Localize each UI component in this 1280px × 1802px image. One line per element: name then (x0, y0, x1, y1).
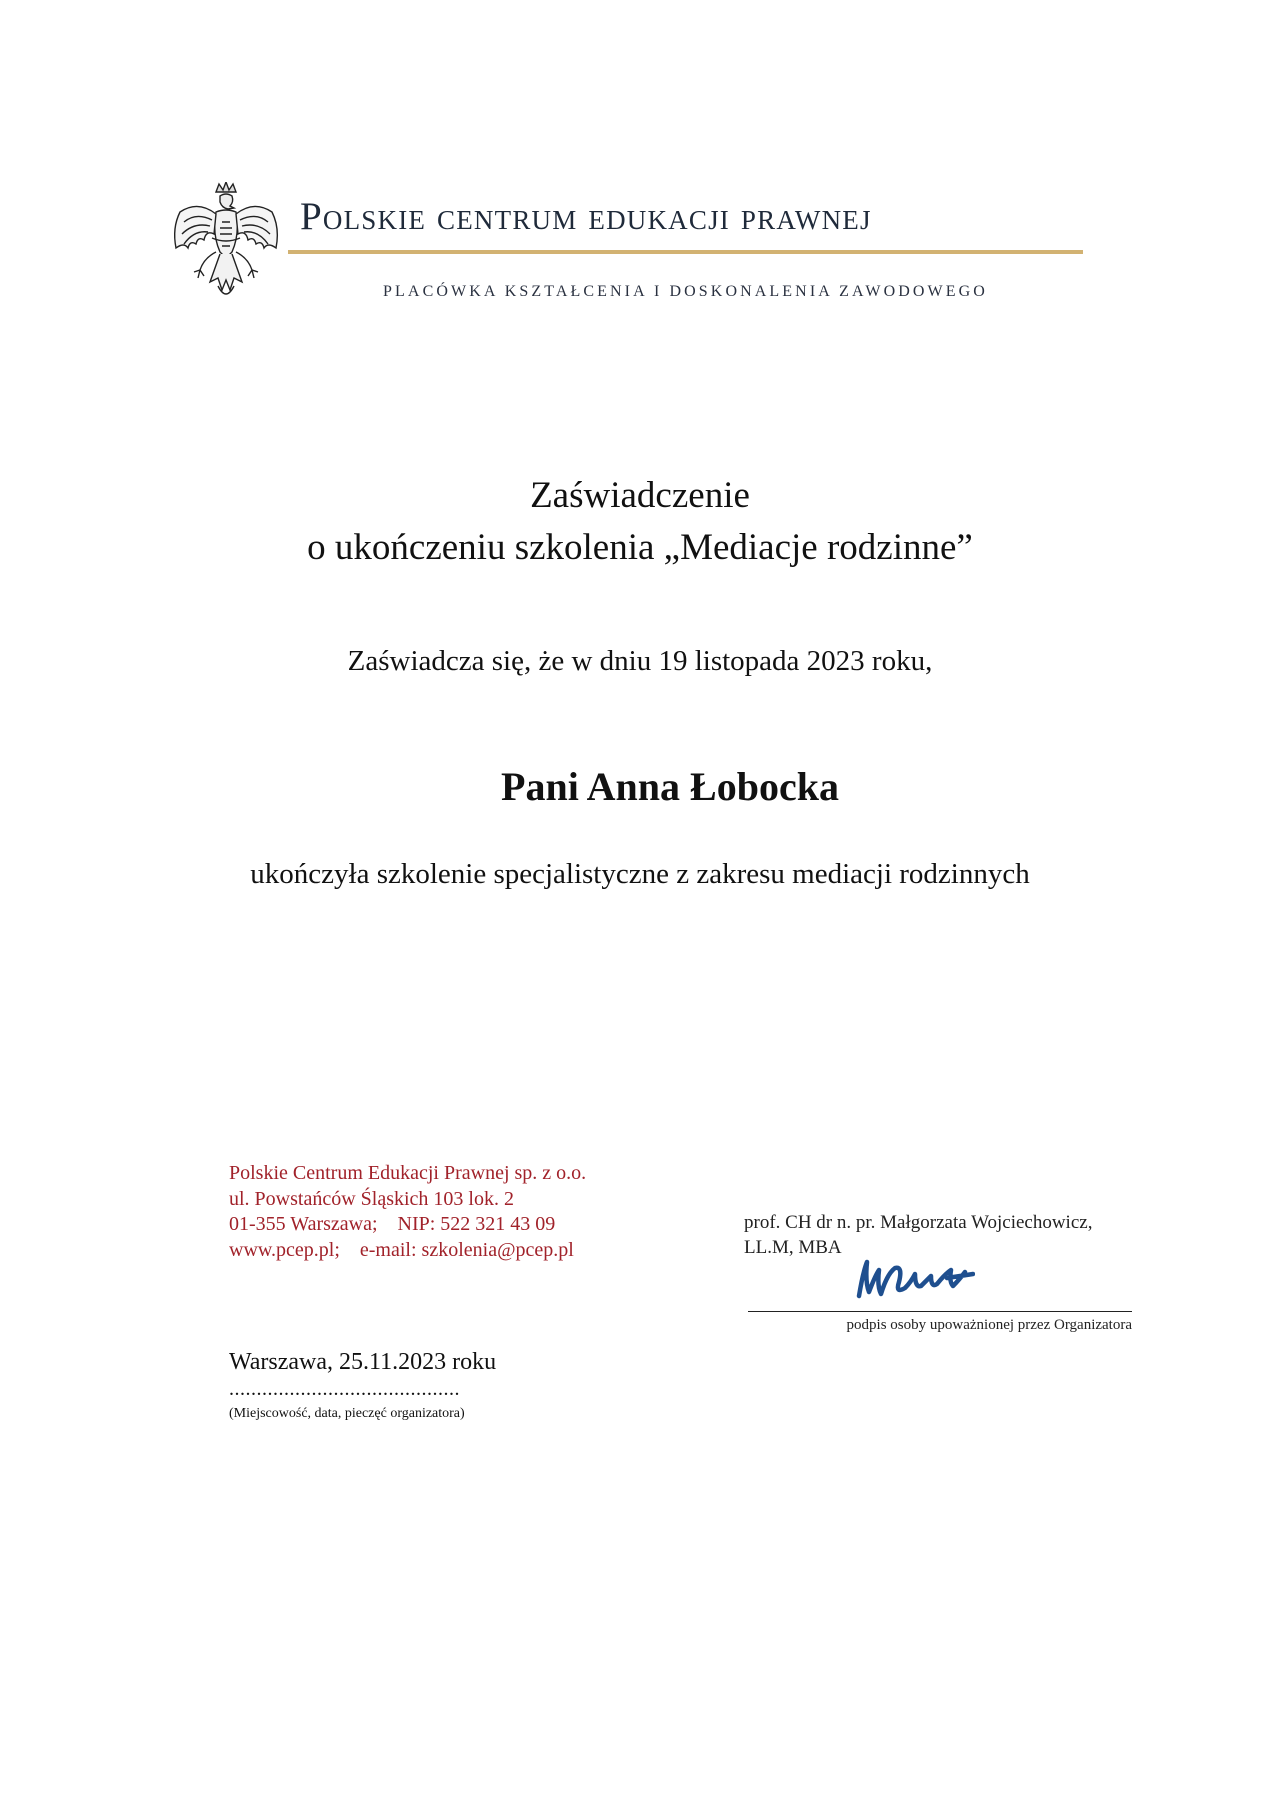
signature-line (748, 1311, 1132, 1312)
recipient-name: Pani Anna Łobocka (501, 764, 839, 809)
organizer-city-nip: 01-355 Warszawa; NIP: 522 321 43 09 (229, 1213, 556, 1235)
signer-titles: LL.M, MBA (744, 1237, 842, 1258)
place-date-caption: (Miejscowość, data, pieczęć organizatora) (229, 1406, 465, 1421)
header-divider (288, 250, 1083, 254)
signer-name: prof. CH dr n. pr. Małgorzata Wojciechowicz, (744, 1212, 1093, 1233)
organizer-address (229, 1161, 586, 1263)
completion-text: ukończyła szkolenie specjalistyczne z zakresu mediacji rodzinnych (250, 858, 1030, 890)
org-title: Polskie centrum edukacji prawnej (300, 195, 872, 238)
certificate-statement: Zaświadcza się, że w dniu 19 listopada 2023 roku, (347, 645, 933, 677)
handwritten-signature (855, 1252, 975, 1304)
organizer-street: ul. Powstańców Śląskich 103 lok. 2 (229, 1187, 514, 1210)
place-date-dotted-line: .......................................... (229, 1378, 460, 1400)
polish-eagle-emblem-icon (170, 182, 282, 308)
certificate-title: Zaświadczenie (530, 475, 750, 516)
place-date: Warszawa, 25.11.2023 roku (229, 1349, 497, 1375)
certificate-course-title: o ukończeniu szkolenia „Mediacje rodzinne” (307, 527, 973, 568)
organizer-name: Polskie Centrum Edukacji Prawnej sp. z o.o. (229, 1162, 587, 1184)
signature-caption: podpis osoby upoważnionej przez Organizatora (846, 1317, 1132, 1333)
organizer-web-email: www.pcep.pl; e-mail: szkolenia@pcep.pl (229, 1238, 574, 1261)
org-subtitle: PLACÓWKA KSZTAŁCENIA I DOSKONALENIA ZAWODOWEGO (383, 283, 988, 300)
